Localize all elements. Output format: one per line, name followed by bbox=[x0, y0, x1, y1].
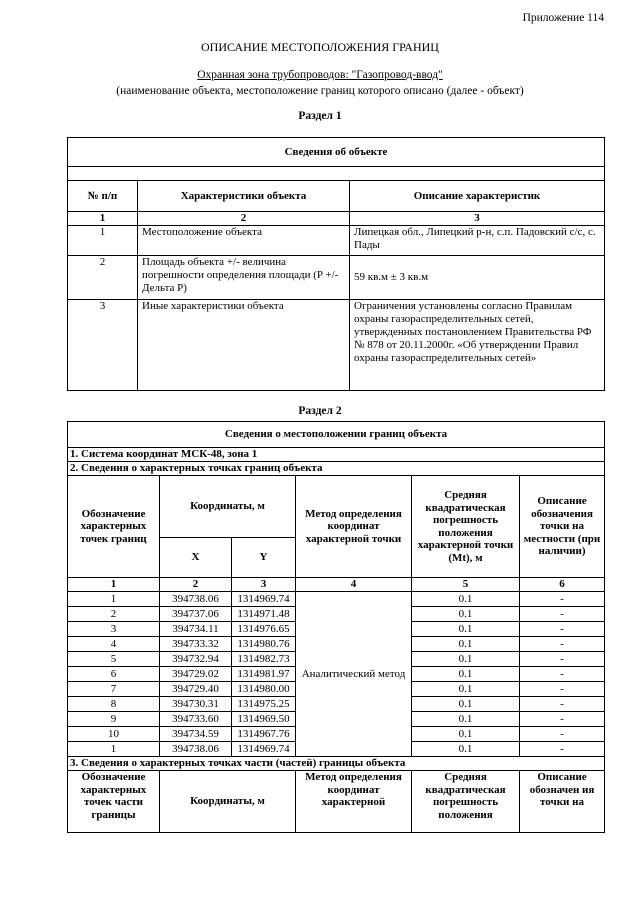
header-number: № п/п bbox=[68, 181, 138, 212]
point-id: 3 bbox=[68, 622, 160, 637]
point-error: 0.1 bbox=[412, 667, 520, 682]
point-y: 1314980.00 bbox=[232, 682, 296, 697]
point-y: 1314980.76 bbox=[232, 637, 296, 652]
point-x: 394738.06 bbox=[160, 592, 232, 607]
point-descr: - bbox=[520, 607, 605, 622]
header-descr: Описание обозначения точки на местности (при наличии) bbox=[520, 476, 605, 578]
point-id: 6 bbox=[68, 667, 160, 682]
part-header-descr: Описание обозначен ия точки на bbox=[520, 771, 605, 833]
row-characteristic: Иные характеристики объекта bbox=[138, 300, 350, 391]
point-descr: - bbox=[520, 712, 605, 727]
section-2-label: Раздел 2 bbox=[298, 405, 342, 417]
point-id: 7 bbox=[68, 682, 160, 697]
header-error: Средняя квадратическая погрешность положения характерной точки (Mt), м bbox=[412, 476, 520, 578]
col-number-4: 4 bbox=[296, 578, 412, 592]
point-x: 394734.11 bbox=[160, 622, 232, 637]
row-description: Ограничения установлены согласно Правилам охраны газораспределительных сетей, утвержденных постановлением Правительства РФ № 878 от 20.11.2000г. «Об утверждении Правил охраны газораспределительных сетей» bbox=[350, 300, 605, 391]
header-characteristic: Характеристики объекта bbox=[138, 181, 350, 212]
point-descr: - bbox=[520, 622, 605, 637]
object-name: Охранная зона трубопроводов: "Газопровод-ввод" bbox=[197, 69, 443, 81]
method-value: Аналитический метод bbox=[296, 592, 412, 757]
point-x: 394733.60 bbox=[160, 712, 232, 727]
points-subtitle: 2. Сведения о характерных точках границ объекта bbox=[68, 462, 605, 476]
point-id: 1 bbox=[68, 592, 160, 607]
document-title: ОПИСАНИЕ МЕСТОПОЛОЖЕНИЯ ГРАНИЦ bbox=[201, 40, 439, 54]
object-info-table-title: Сведения об объекте bbox=[68, 138, 605, 167]
col-number-2: 2 bbox=[138, 212, 350, 226]
point-descr: - bbox=[520, 682, 605, 697]
row-characteristic: Площадь объекта +/- величина погрешности определения площади (P +/- Дельта P) bbox=[138, 256, 350, 300]
row-number: 3 bbox=[68, 300, 138, 391]
col-number-1: 1 bbox=[68, 212, 138, 226]
point-y: 1314971.48 bbox=[232, 607, 296, 622]
point-error: 0.1 bbox=[412, 607, 520, 622]
row-number: 1 bbox=[68, 226, 138, 256]
point-x: 394737.06 bbox=[160, 607, 232, 622]
header-method: Метод определения координат характерной точки bbox=[296, 476, 412, 578]
point-id: 8 bbox=[68, 697, 160, 712]
boundary-table bbox=[67, 421, 605, 833]
point-descr: - bbox=[520, 637, 605, 652]
col-number-1: 1 bbox=[68, 578, 160, 592]
point-descr: - bbox=[520, 592, 605, 607]
object-info-table bbox=[67, 137, 605, 391]
point-error: 0.1 bbox=[412, 637, 520, 652]
point-id: 10 bbox=[68, 727, 160, 742]
row-characteristic: Местоположение объекта bbox=[138, 226, 350, 256]
table-row bbox=[68, 592, 605, 607]
part-header-coords: Координаты, м bbox=[160, 771, 296, 833]
point-x: 394734.59 bbox=[160, 727, 232, 742]
point-id: 4 bbox=[68, 637, 160, 652]
col-number-3: 3 bbox=[232, 578, 296, 592]
point-y: 1314982.73 bbox=[232, 652, 296, 667]
point-descr: - bbox=[520, 667, 605, 682]
header-point: Обозначение характерных точек границ bbox=[68, 476, 160, 578]
header-y: Y bbox=[232, 538, 296, 578]
col-number-3: 3 bbox=[350, 212, 605, 226]
point-id: 2 bbox=[68, 607, 160, 622]
point-x: 394732.94 bbox=[160, 652, 232, 667]
object-name-line bbox=[0, 69, 640, 81]
part-header-method: Метод определения координат характерной bbox=[296, 771, 412, 833]
point-y: 1314967.76 bbox=[232, 727, 296, 742]
appendix-label: Приложение 114 bbox=[522, 12, 604, 24]
col-number-6: 6 bbox=[520, 578, 605, 592]
point-error: 0.1 bbox=[412, 712, 520, 727]
coordinate-system: 1. Система координат МСК-48, зона 1 bbox=[68, 448, 605, 462]
point-id: 1 bbox=[68, 742, 160, 757]
point-id: 9 bbox=[68, 712, 160, 727]
header-description: Описание характеристик bbox=[350, 181, 605, 212]
point-error: 0.1 bbox=[412, 697, 520, 712]
row-description: 59 кв.м ± 3 кв.м bbox=[350, 256, 605, 300]
point-descr: - bbox=[520, 697, 605, 712]
boundary-table-title: Сведения о местоположении границ объекта bbox=[68, 422, 605, 448]
point-x: 394733.32 bbox=[160, 637, 232, 652]
part-header-point: Обозначение характерных точек части границы bbox=[68, 771, 160, 833]
point-x: 394738.06 bbox=[160, 742, 232, 757]
row-description: Липецкая обл., Липецкий р-н, с.п. Падовский с/с, с. Пады bbox=[350, 226, 605, 256]
point-error: 0.1 bbox=[412, 742, 520, 757]
col-number-2: 2 bbox=[160, 578, 232, 592]
object-note: (наименование объекта, местоположение границ которого описано (далее - объект) bbox=[116, 85, 524, 97]
table-row bbox=[68, 300, 605, 391]
point-y: 1314976.65 bbox=[232, 622, 296, 637]
point-id: 5 bbox=[68, 652, 160, 667]
point-error: 0.1 bbox=[412, 592, 520, 607]
header-coords: Координаты, м bbox=[160, 476, 296, 538]
point-descr: - bbox=[520, 727, 605, 742]
section-1-label: Раздел 1 bbox=[298, 110, 342, 122]
table-row bbox=[68, 256, 605, 300]
part-points-subtitle: 3. Сведения о характерных точках части (частей) границы объекта bbox=[68, 757, 605, 771]
point-descr: - bbox=[520, 742, 605, 757]
header-x: X bbox=[160, 538, 232, 578]
point-error: 0.1 bbox=[412, 622, 520, 637]
point-y: 1314969.50 bbox=[232, 712, 296, 727]
point-error: 0.1 bbox=[412, 727, 520, 742]
point-y: 1314981.97 bbox=[232, 667, 296, 682]
point-error: 0.1 bbox=[412, 682, 520, 697]
spacer-row bbox=[68, 167, 605, 181]
part-header-error: Средняя квадратическая погрешность положения bbox=[412, 771, 520, 833]
point-x: 394729.02 bbox=[160, 667, 232, 682]
table-row bbox=[68, 226, 605, 256]
point-x: 394729.40 bbox=[160, 682, 232, 697]
point-x: 394730.31 bbox=[160, 697, 232, 712]
point-y: 1314969.74 bbox=[232, 742, 296, 757]
point-descr: - bbox=[520, 652, 605, 667]
point-y: 1314975.25 bbox=[232, 697, 296, 712]
point-error: 0.1 bbox=[412, 652, 520, 667]
col-number-5: 5 bbox=[412, 578, 520, 592]
row-number: 2 bbox=[68, 256, 138, 300]
point-y: 1314969.74 bbox=[232, 592, 296, 607]
